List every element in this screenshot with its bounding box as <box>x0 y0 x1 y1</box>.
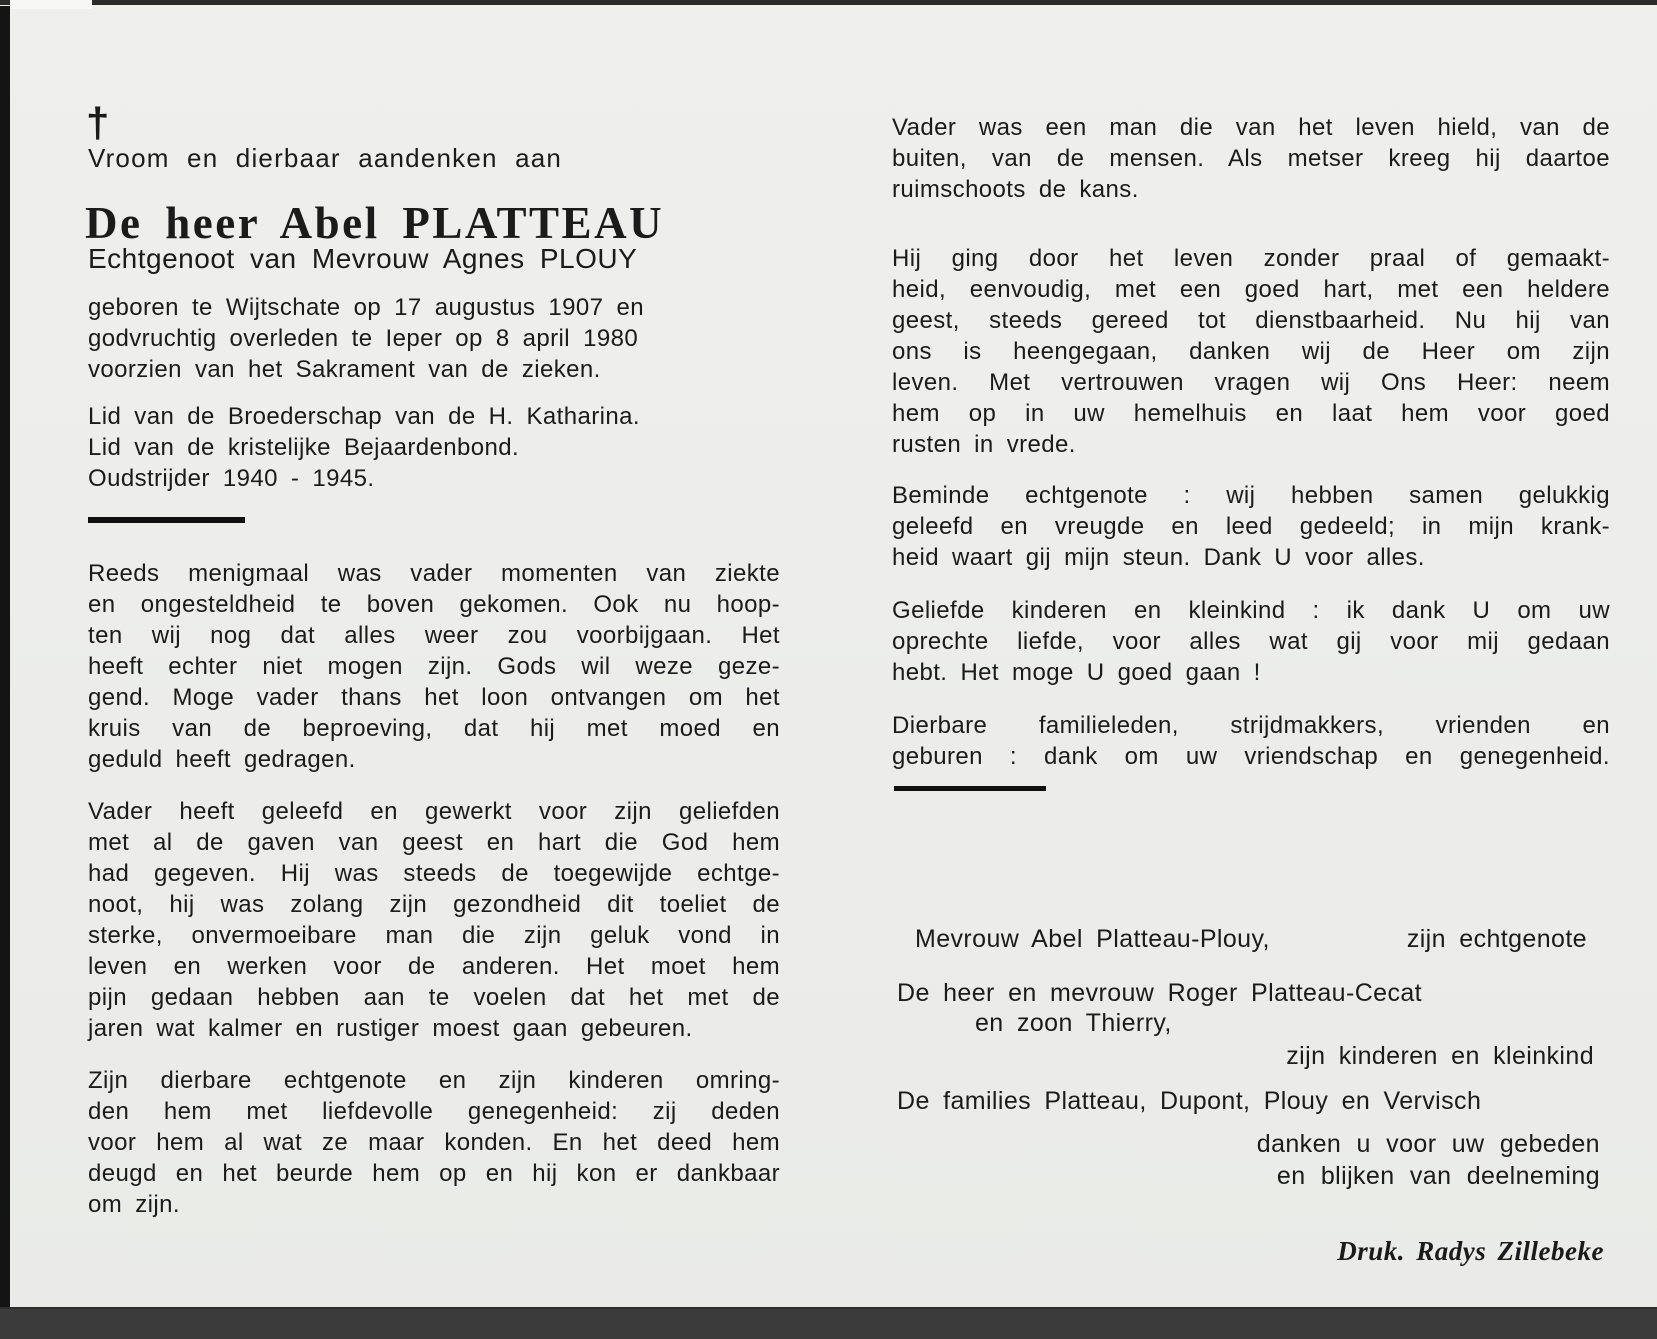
text-line: had gegeven. Hij was steeds de toegewijde echtge- <box>88 860 780 887</box>
ack-families-line: De families Platteau, Dupont, Plouy en Vervisch <box>897 1087 1482 1115</box>
text-line: Oudstrijder 1940 - 1945. <box>88 465 375 492</box>
spouse-line: Echtgenoot van Mevrouw Agnes PLOUY <box>88 243 638 274</box>
right-paragraph-2 <box>892 243 1610 460</box>
text-line: heid waart gij mijn steun. Dank U voor alles. <box>892 544 1425 571</box>
text-line: kruis van de beproeving, dat hij met moed en <box>88 715 780 742</box>
left-paragraph-3 <box>88 1065 780 1220</box>
text-line: rusten in vrede. <box>892 431 1076 458</box>
text-line: geest, steeds gereed tot dienstbaarheid. Nu hij van <box>892 307 1610 334</box>
printer-credit: Druk. Radys Zillebeke <box>1337 1236 1604 1266</box>
text-line: Hij ging door het leven zonder praal of gemaakt- <box>892 245 1610 272</box>
scan-bottom-band <box>0 1307 1657 1339</box>
text-line: geduld heeft gedragen. <box>88 746 356 773</box>
text-line: noot, hij was zolang zijn gezondheid dit toeliet de <box>88 891 780 918</box>
right-paragraph-5 <box>892 710 1610 772</box>
text-line: sterke, onvermoeibare man die zijn geluk vond in <box>88 922 780 949</box>
ack-widow-role: zijn echtgenote <box>1406 925 1587 953</box>
scan-corner-highlight <box>10 0 92 9</box>
text-line: ruimschoots de kans. <box>892 176 1139 203</box>
text-line: Dierbare familieleden, strijdmakkers, vrienden en <box>892 712 1610 739</box>
text-line: Lid van de kristelijke Bejaardenbond. <box>88 434 520 461</box>
deceased-name-title: De heer Abel PLATTEAU <box>85 198 665 248</box>
text-line: heid, eenvoudig, met een goed hart, met een heldere <box>892 276 1610 303</box>
text-line: buiten, van de mensen. Als metser kreeg hij daartoe <box>892 145 1610 172</box>
cross-icon: † <box>86 99 110 146</box>
text-line: Zijn dierbare echtgenote en zijn kinderen omring- <box>88 1067 780 1094</box>
ack-children-line1: De heer en mevrouw Roger Platteau-Cecat <box>897 979 1423 1007</box>
left-divider-rule <box>88 517 245 523</box>
right-paragraph-1 <box>892 112 1610 205</box>
text-line: oprechte liefde, voor alles wat gij voor mij gedaan <box>892 628 1610 655</box>
text-line: deugd en het beurde hem op en hij kon er dankbaar <box>88 1160 780 1187</box>
right-paragraph-4 <box>892 595 1610 688</box>
ack-thanks-line2: en blijken van deelneming <box>1276 1162 1600 1190</box>
ack-widow-row <box>915 924 1587 954</box>
text-line: met al de gaven van geest en hart die God hem <box>88 829 780 856</box>
left-paragraph-1 <box>88 558 780 775</box>
text-line: jaren wat kalmer en rustiger moest gaan gebeuren. <box>88 1015 693 1042</box>
left-paragraph-2 <box>88 796 780 1044</box>
right-divider-rule <box>894 786 1046 791</box>
ack-children-role: zijn kinderen en kleinkind <box>1286 1042 1594 1070</box>
text-line: den hem met liefdevolle genegenheid: zij deden <box>88 1098 780 1125</box>
text-line: geburen : dank om uw vriendschap en genegenheid. <box>892 743 1610 770</box>
text-line: geboren te Wijtschate op 17 augustus 1907 en <box>88 294 644 321</box>
text-line: ten wij nog dat alles weer zou voorbijgaan. Het <box>88 622 780 649</box>
text-line: en ongesteldheid te boven gekomen. Ook nu hoop- <box>88 591 780 618</box>
text-line: leven. Met vertrouwen vragen wij Ons Heer: neem <box>892 369 1610 396</box>
text-line: Reeds menigmaal was vader momenten van ziekte <box>88 560 780 587</box>
text-line: heeft echter niet mogen zijn. Gods wil weze geze- <box>88 653 780 680</box>
text-line: voor hem al wat ze maar konden. En het deed hem <box>88 1129 780 1156</box>
text-line: hebt. Het moge U goed gaan ! <box>892 659 1261 686</box>
text-line: Vader heeft geleefd en gewerkt voor zijn geliefden <box>88 798 780 825</box>
scan-top-edge <box>0 0 1657 5</box>
scan-left-edge <box>0 6 10 1339</box>
ack-children-line2: en zoon Thierry, <box>975 1009 1172 1037</box>
text-line: godvruchtig overleden te Ieper op 8 april 1980 <box>88 325 639 352</box>
text-line: om zijn. <box>88 1191 180 1218</box>
text-line: pijn gedaan hebben aan te voelen dat het met de <box>88 984 780 1011</box>
intro-line: Vroom en dierbaar aandenken aan <box>88 143 563 173</box>
right-paragraph-3 <box>892 480 1610 573</box>
life-dates-block <box>88 292 780 385</box>
membership-block <box>88 401 780 494</box>
text-line: Vader was een man die van het leven hield, van de <box>892 114 1610 141</box>
text-line: hem op in uw hemelhuis en laat hem voor goed <box>892 400 1610 427</box>
ack-widow-name: Mevrouw Abel Platteau-Plouy, <box>915 925 1270 953</box>
text-line: Geliefde kinderen en kleinkind : ik dank U om uw <box>892 597 1610 624</box>
text-line: leven en werken voor de anderen. Het moet hem <box>88 953 780 980</box>
text-line: geleefd en vreugde en leed gedeeld; in mijn krank- <box>892 513 1610 540</box>
text-line: ons is heengegaan, danken wij de Heer om zijn <box>892 338 1610 365</box>
text-line: voorzien van het Sakrament van de zieken. <box>88 356 601 383</box>
text-line: Beminde echtgenote : wij hebben samen gelukkig <box>892 482 1610 509</box>
ack-thanks-line1: danken u voor uw gebeden <box>1256 1130 1600 1158</box>
text-line: Lid van de Broederschap van de H. Katharina. <box>88 403 640 430</box>
text-line: gend. Moge vader thans het loon ontvangen om het <box>88 684 780 711</box>
